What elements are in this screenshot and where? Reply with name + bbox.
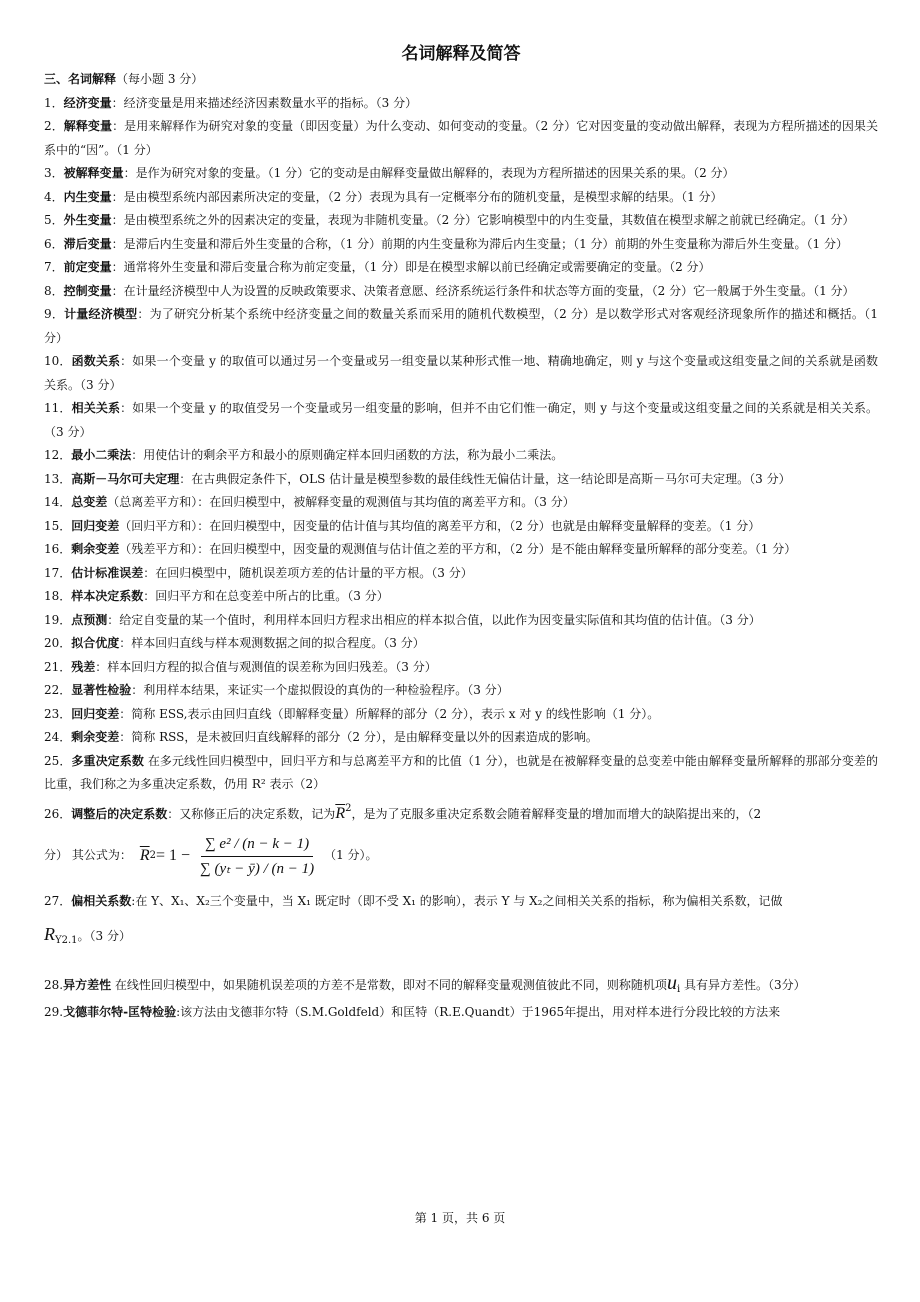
definition-item: [44, 562, 878, 586]
item-number: 10．: [44, 354, 72, 368]
item-number: 15．: [44, 518, 72, 533]
definition-item: [44, 679, 878, 703]
item-number: 2．: [44, 119, 64, 133]
item-text: （残差平方和）：在回归模型中，因变量的观测值与估计值之差的平方和，（2 分）是不能由解释变量所解释的部分变差。（1 分）: [119, 542, 797, 556]
item-number: 20．: [44, 636, 72, 650]
item-term: 剩余变差: [71, 542, 120, 556]
partial-corr-subscript: Y2.1: [55, 934, 78, 946]
item-number: 8．: [44, 283, 64, 298]
definition-item: [44, 115, 878, 162]
item-term: 异方差性: [63, 977, 112, 992]
item-text: ：又称修正后的决定系数，记为: [167, 806, 336, 821]
item-number: 3．: [44, 166, 64, 180]
definition-item: [44, 515, 878, 539]
item-term: 多重决定系数: [71, 753, 144, 768]
item-text-cont: 具有异方差性。（3分）: [680, 977, 806, 992]
definition-item: [44, 750, 878, 797]
definition-item: [44, 186, 878, 210]
item-text: ：简称 ESS,表示由回归直线（即解释变量）所解释的部分（2 分），表示 x 对 y 的线性影响（1 分）。: [119, 706, 660, 721]
item-number: 9．: [44, 307, 65, 321]
definition-item: [44, 444, 878, 468]
item-number: 14．: [44, 495, 72, 509]
item-term: 相关关系: [71, 401, 121, 415]
item-term: 回归变差: [71, 518, 120, 533]
definition-item-29: [44, 1001, 878, 1025]
formula-numerator: ∑ e² / (n − k − 1): [201, 834, 313, 857]
definition-item: [44, 256, 878, 280]
formula-lhs: $\overline{R}$: [139, 847, 150, 865]
item-term: 前定变量: [63, 260, 112, 274]
item-text: ：是由模型系统内部因素所决定的变量，（2 分）表现为具有一定概率分布的随机变量，是模型求解的结果。（1 分）: [111, 189, 723, 204]
item-number: 28.: [44, 977, 64, 992]
item-term: 样本决定系数: [71, 589, 144, 603]
section-heading: [44, 68, 878, 92]
definition-item: [44, 703, 878, 727]
definition-item-27: [44, 890, 878, 914]
page-title: 名词解释及简答: [401, 44, 521, 64]
item-text: （回归平方和）：在回归模型中，因变量的估计值与其均值的离差平方和，（2 分）也就是由解释变量解释的变差。（1 分）: [119, 518, 761, 533]
item-number: 6．: [44, 236, 64, 251]
item-number: 18．: [44, 589, 72, 603]
section-heading-label: 三、名词解释: [44, 72, 117, 86]
item-text: ：是由模型系统之外的因素决定的变量，表现为非随机变量。（2 分）它影响模型中的内生变量，其数值在模型求解之前就已经确定。（1 分）: [111, 213, 855, 227]
section-note: （每小题 3 分）: [116, 72, 204, 86]
item-text: （总离差平方和）：在回归模型中，被解释变量的观测值与其均值的离差平方和。（3 分）: [107, 495, 575, 509]
item-term: 调整后的决定系数: [71, 806, 168, 821]
item-term: 最小二乘法: [71, 448, 132, 462]
square-superscript: 2: [345, 802, 352, 814]
definition-item: [44, 280, 878, 304]
definition-item: [44, 609, 878, 633]
item-text-cont: ，是为了克服多重决定系数会随着解释变量的增加而增大的缺陷提出来的，（2: [351, 806, 762, 821]
error-term-subscript: i: [676, 983, 681, 995]
formula-row: 分） 其公式为： $\overline{R}$ 2 = 1 − $\frac{\text{∑ e² / (n − k − 1)}}{\text{∑ (yₜ − ȳ) / (n − 1)}}$ （1 分）。: [44, 835, 378, 877]
item-text: ：如果一个变量 y 的取值受另一个变量或另一组变量的影响，但并不由它们惟一确定，则 y 与这个变量或这组变量之间的关系就是相关关系。（3 分）: [44, 401, 878, 439]
item-term: 残差: [71, 659, 96, 674]
formula-denominator: ∑ (yₜ − ȳ) / (n − 1): [200, 860, 315, 877]
item-text: ：经济变量是用来描述经济因素数量水平的指标。（3 分）: [111, 95, 418, 110]
item-text: ：在计量经济模型中人为设置的反映政策要求、决策者意愿、经济系统运行条件和状态等方面的变量，（2 分）它一般属于外生变量。（1 分）: [111, 283, 855, 298]
definition-item: [44, 468, 878, 492]
definition-item: [44, 656, 878, 680]
definition-item: [44, 538, 878, 562]
item-number: 1．: [44, 95, 64, 110]
definition-item-28: [44, 972, 878, 1002]
item-text: :该方法由戈德菲尔特（S.M.Goldfeld）和匡特（R.E.Quandt）于1965年提出，用对样本进行分段比较的方法来: [176, 1005, 781, 1019]
definition-item: [44, 397, 878, 444]
item-number: 17．: [44, 565, 72, 580]
item-number: 22．: [44, 683, 72, 697]
item-term: 高斯－马尔可夫定理: [71, 471, 180, 486]
formula-intro: 分） 其公式为：: [44, 848, 132, 863]
definition-item: [44, 209, 878, 233]
item-text: ：是用来解释作为研究对象的变量（即因变量）为什么变动、如何变动的变量。（2 分）它对因变量的变动做出解释，表现为方程所描述的因果关系中的“因”。（1 分）: [44, 119, 878, 157]
item-number: 29.: [44, 1005, 64, 1019]
item-term: 显著性检验: [71, 683, 132, 697]
item-term: 总变差: [71, 495, 108, 509]
page-footer: 第 1 页，共 6 页: [414, 1211, 506, 1225]
item-number: 12．: [44, 448, 72, 462]
item-text: ：在古典假定条件下，OLS 估计量是模型参数的最佳线性无偏估计量，这一结论即是高斯－马尔可夫定理。（3 分）: [179, 471, 791, 486]
item-term: 被解释变量: [63, 166, 124, 180]
item-number: 4．: [44, 189, 64, 204]
definition-item: [44, 350, 878, 397]
item-text: :在 Y、X₁、X₂三个变量中，当 X₁ 既定时（即不受 X₁ 的影响），表示 Y 与 X₂之间相关关系的指标，称为偏相关系数，记做: [131, 894, 783, 908]
formula-score: （1 分）。: [324, 848, 378, 863]
definition-item: [44, 632, 878, 656]
item-number: 27．: [44, 894, 72, 908]
item-number: 7．: [44, 260, 64, 274]
item-number: 11．: [44, 401, 72, 415]
item-number: 24．: [44, 730, 72, 744]
definition-item: [44, 233, 878, 257]
definition-item: [44, 491, 878, 515]
formula-equals: = 1 −: [155, 847, 191, 865]
item-term: 点预测: [71, 612, 108, 627]
item-term: 偏相关系数: [71, 894, 132, 908]
item-term: 估计标准误差: [71, 565, 144, 580]
definition-list: [44, 92, 878, 797]
definition-item: [44, 726, 878, 750]
item-term: 函数关系: [71, 354, 121, 368]
item-number: 19．: [44, 612, 72, 627]
item-text: ：回归平方和在总变差中所占的比重。（3 分）: [143, 589, 389, 603]
item-text: ：是滞后内生变量和滞后外生变量的合称，（1 分）前期的内生变量称为滞后内生变量；（1 分）前期的外生变量称为滞后外生变量。（1 分）: [111, 236, 849, 251]
item-term: 滞后变量: [63, 236, 112, 251]
item-term: 戈德菲尔特-匡特检验: [63, 1005, 177, 1019]
item-text: ：利用样本结果，来证实一个虚拟假设的真伪的一种检验程序。（3 分）: [131, 683, 509, 697]
item-term: 外生变量: [63, 213, 112, 227]
item-number: 26．: [44, 806, 72, 821]
error-term-symbol: u: [666, 971, 677, 994]
item-number: 21．: [44, 659, 72, 674]
partial-corr-symbol: R: [44, 923, 55, 944]
item-number: 13．: [44, 471, 72, 486]
r-bar-symbol: $\overline{R}$: [335, 804, 346, 822]
item-number: 16．: [44, 542, 72, 556]
item-text: ：是作为研究对象的变量。（1 分）它的变动是由解释变量做出解释的，表现为方程所描述的因果关系的果。（2 分）: [123, 166, 735, 180]
item-text: ：为了研究分析某个系统中经济变量之间的数量关系而采用的随机代数模型，（2 分）是以数学形式对客观经济现象所作的描述和概括。（1 分）: [44, 307, 878, 345]
definition-item: [44, 162, 878, 186]
definition-item-26: [44, 797, 878, 827]
formula-fraction: [196, 834, 318, 879]
item-text: ：给定自变量的某一个值时，利用样本回归方程求出相应的样本拟合值，以此作为因变量实际值和其均值的估计值。（3 分）: [107, 612, 761, 627]
definition-item: [44, 303, 878, 350]
item-number: 25．: [44, 753, 72, 768]
item-text: ：简称 RSS，是未被回归直线解释的部分（2 分），是由解释变量以外的因素造成的影响。: [119, 730, 598, 744]
item-text: ：如果一个变量 y 的取值可以通过另一个变量或另一组变量以某种形式惟一地、精确地确定，则 y 与这个变量或这组变量之间的关系就是函数关系。（3 分）: [44, 354, 878, 392]
definition-item: [44, 92, 878, 116]
item-text: 在多元线性回归模型中，回归平方和与总离差平方和的比值（1 分），也就是在被解释变量的总变差中能由解释变量所解释的那部分变差的比重，我们称之为多重决定系数，仍用 R² 表示（2）: [44, 753, 878, 791]
item-number: 5．: [44, 213, 64, 227]
item-text: ：样本回归直线与样本观测数据之间的拟合程度。（3 分）: [119, 636, 425, 650]
item-text: ：用使估计的剩余平方和最小的原则确定样本回归函数的方法，称为最小二乘法。: [131, 448, 564, 462]
item-term: 拟合优度: [71, 636, 120, 650]
item-term: 内生变量: [63, 189, 112, 204]
item-text: 在线性回归模型中，如果随机误差项的方差不是常数，即对不同的解释变量观测值彼此不同，则称随机项: [111, 977, 667, 992]
partial-corr-symbol-row: [44, 914, 878, 954]
item-term: 解释变量: [63, 119, 113, 133]
item-text-cont: 。（3 分）: [77, 928, 131, 943]
item-text: ：通常将外生变量和滞后变量合称为前定变量，（1 分）即是在模型求解以前已经确定或需要确定的变量。（2 分）: [111, 260, 711, 274]
definition-item: [44, 585, 878, 609]
item-term: 经济变量: [63, 95, 112, 110]
item-term: 回归变差: [71, 706, 120, 721]
item-number: 23．: [44, 706, 72, 721]
item-term: 控制变量: [63, 283, 112, 298]
item-text: ：样本回归方程的拟合值与观测值的误差称为回归残差。（3 分）: [95, 659, 437, 674]
item-term: 计量经济模型: [64, 307, 138, 321]
item-term: 剩余变差: [71, 730, 120, 744]
item-text: ：在回归模型中，随机误差项方差的估计量的平方根。（3 分）: [143, 565, 473, 580]
